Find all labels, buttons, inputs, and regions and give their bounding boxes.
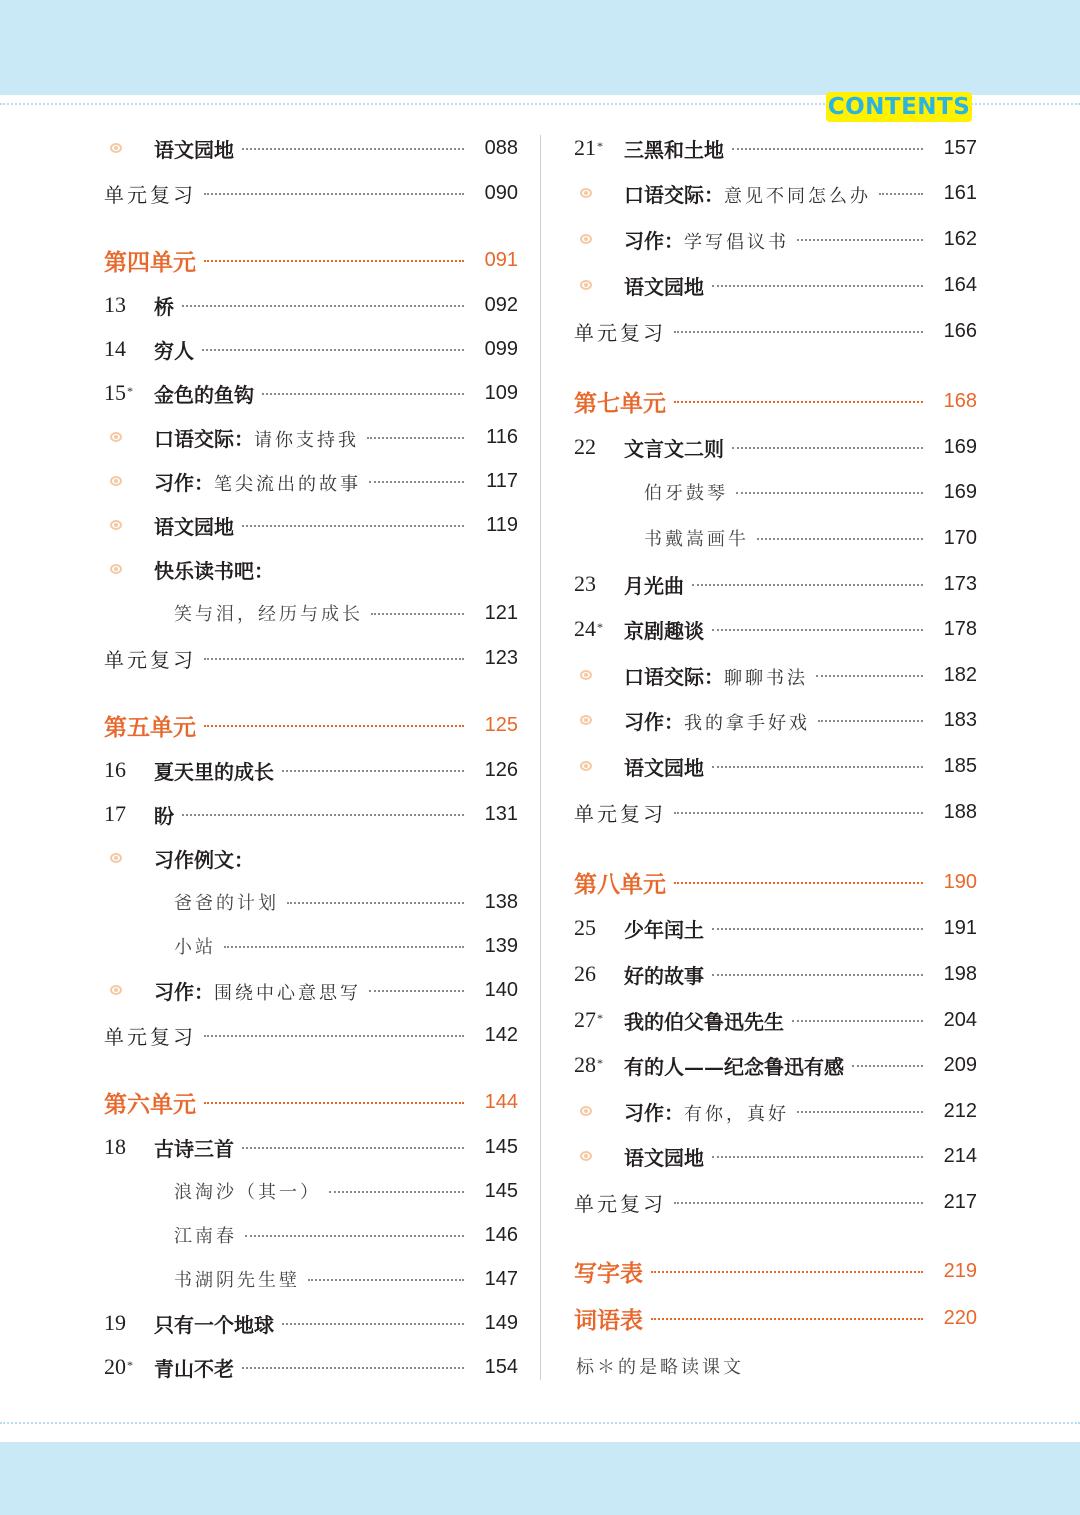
bullet-icon (104, 520, 154, 530)
toc-entry[interactable] (574, 702, 977, 738)
entry-title: 笑与泪，经历与成长 (174, 604, 363, 625)
page-number: 131 (484, 802, 518, 825)
unit-review-entry[interactable] (104, 640, 518, 676)
dot-leader (245, 1235, 464, 1237)
toc-subentry[interactable] (104, 595, 518, 631)
toc-entry[interactable] (104, 463, 518, 499)
toc-entry[interactable] (104, 130, 518, 166)
entry-title: 月光曲 (624, 573, 684, 598)
skim-read-star: * (127, 384, 133, 398)
page-number: 146 (484, 1223, 518, 1246)
dot-leader (224, 946, 464, 948)
entry-subtitle: 意见不同怎么办 (724, 185, 871, 207)
lesson-number: 26 (574, 961, 596, 986)
dot-leader (329, 1191, 464, 1193)
skim-read-star: * (127, 1358, 133, 1372)
toc-subentry[interactable] (104, 1173, 518, 1209)
page-number: 169 (943, 435, 977, 458)
dot-leader (282, 1323, 464, 1325)
toc-entry[interactable] (104, 840, 518, 876)
bullet-icon (104, 985, 154, 995)
page-number: 161 (943, 181, 977, 204)
page-number: 169 (943, 480, 977, 503)
page-number: 170 (943, 526, 977, 549)
lesson-number: 24 * (574, 616, 603, 641)
bullet-icon (574, 1106, 624, 1116)
toc-entry[interactable] (574, 1002, 977, 1038)
page-number: 164 (943, 273, 977, 296)
unit-heading[interactable] (104, 242, 518, 278)
page-number: 088 (484, 136, 518, 159)
entry-title: 伯牙鼓琴 (644, 483, 728, 504)
toc-entry[interactable] (104, 287, 518, 323)
dot-leader (797, 239, 923, 241)
toc-entry[interactable] (104, 1349, 518, 1385)
entry-title: 第七单元 (574, 389, 666, 417)
dot-leader (204, 1035, 464, 1037)
unit-heading[interactable] (574, 383, 977, 419)
lesson-number: 15 * (104, 380, 133, 405)
dot-leader (242, 525, 464, 527)
unit-heading[interactable] (104, 1084, 518, 1120)
entry-title: 少年闰土 (624, 917, 704, 942)
lesson-number: 22 (574, 434, 596, 459)
entry-title: 京剧趣谈 (624, 618, 704, 643)
entry-title: 习作：围绕中心意思写 (154, 979, 361, 1004)
toc-entry[interactable] (574, 1138, 977, 1174)
dot-leader (712, 1156, 923, 1158)
dot-leader (204, 725, 464, 727)
entry-subtitle: 学写倡议书 (684, 231, 789, 253)
toc-entry[interactable] (574, 221, 977, 257)
page-number: 116 (486, 425, 518, 448)
dot-leader (242, 1367, 464, 1369)
dot-leader (712, 928, 923, 930)
page-number: 145 (484, 1135, 518, 1158)
entry-title: 书戴嵩画牛 (644, 529, 749, 550)
entry-title: 书湖阴先生壁 (174, 1270, 300, 1291)
page-number: 138 (484, 890, 518, 913)
entry-title: 单元复习 (104, 1024, 196, 1049)
lesson-number: 13 (104, 292, 126, 317)
page-number: 090 (484, 181, 518, 204)
entry-title: 写字表 (574, 1259, 643, 1287)
entry-title: 习作：笔尖流出的故事 (154, 470, 361, 495)
entry-title: 语文园地 (624, 755, 704, 780)
toc-entry[interactable] (104, 1129, 518, 1165)
toc-entry[interactable] (574, 267, 977, 303)
toc-entry[interactable] (574, 956, 977, 992)
dot-leader (282, 770, 464, 772)
footnote: 标＊的是略读课文 (576, 1357, 744, 1378)
dot-leader (287, 902, 464, 904)
lesson-number: 27 * (574, 1007, 603, 1032)
toc-entry[interactable] (104, 972, 518, 1008)
page-number: 140 (484, 978, 518, 1001)
toc-entry[interactable] (574, 175, 977, 211)
toc-subentry[interactable] (104, 928, 518, 964)
dot-leader (242, 148, 464, 150)
dot-leader (204, 193, 464, 195)
dot-leader (757, 538, 923, 540)
page-number: 198 (943, 962, 977, 985)
page-number: 162 (943, 227, 977, 250)
entry-title: 语文园地 (154, 137, 234, 162)
bullet-icon (574, 234, 624, 244)
entry-title: 爸爸的计划 (174, 893, 279, 914)
entry-title: 第八单元 (574, 870, 666, 898)
page-number: 220 (943, 1306, 977, 1329)
toc-entry[interactable] (104, 752, 518, 788)
dot-leader (879, 193, 923, 195)
page-number: 125 (484, 713, 518, 736)
entry-title: 单元复习 (574, 320, 666, 345)
toc-subentry[interactable] (104, 1217, 518, 1253)
dot-leader (797, 1111, 923, 1113)
entry-subtitle: 围绕中心意思写 (214, 982, 361, 1004)
lesson-number: 18 (104, 1134, 126, 1159)
lesson-number: 14 (104, 336, 126, 361)
page-number: 139 (484, 934, 518, 957)
page-number: 126 (484, 758, 518, 781)
page-number: 147 (484, 1267, 518, 1290)
page-number: 119 (486, 513, 518, 536)
dot-leader (818, 720, 923, 722)
dot-leader (204, 260, 464, 262)
dot-leader (204, 658, 464, 660)
entry-subtitle: 笔尖流出的故事 (214, 473, 361, 495)
lesson-number: 19 (104, 1310, 126, 1335)
dot-leader (674, 401, 923, 403)
entry-title: 语文园地 (624, 274, 704, 299)
page-number: 219 (943, 1259, 977, 1282)
toc-entry[interactable] (104, 507, 518, 543)
bullet-icon (104, 853, 154, 863)
dot-leader (712, 285, 923, 287)
dot-leader (182, 305, 464, 307)
entry-title: 金色的鱼钩 (154, 382, 254, 407)
entry-title: 江南春 (174, 1226, 237, 1247)
page-number: 123 (484, 646, 518, 669)
bottom-dotted-rule (0, 1422, 1080, 1424)
toc-subentry[interactable] (104, 1261, 518, 1297)
page-number: 191 (943, 916, 977, 939)
bullet-icon (574, 1151, 624, 1161)
column-divider (540, 135, 541, 1380)
dot-leader (732, 148, 923, 150)
toc-entry[interactable] (574, 429, 977, 465)
unit-heading[interactable] (574, 1300, 977, 1336)
dot-leader (674, 1202, 923, 1204)
page-number: 157 (943, 136, 977, 159)
page-number: 145 (484, 1179, 518, 1202)
lesson-number: 20 * (104, 1354, 133, 1379)
dot-leader (262, 393, 464, 395)
page-number: 217 (943, 1190, 977, 1213)
unit-review-entry[interactable] (574, 313, 977, 349)
bottom-band (0, 1442, 1080, 1515)
dot-leader (692, 584, 923, 586)
dot-leader (308, 1279, 464, 1281)
dot-leader (371, 613, 464, 615)
entry-subtitle: 有你，真好 (684, 1103, 789, 1125)
bullet-icon (574, 280, 624, 290)
entry-title: 第四单元 (104, 248, 196, 276)
toc-entry[interactable] (104, 1305, 518, 1341)
entry-title: 只有一个地球 (154, 1312, 274, 1337)
unit-heading[interactable] (574, 864, 977, 900)
toc-entry[interactable] (574, 566, 977, 602)
lesson-number: 16 (104, 757, 126, 782)
bullet-icon (574, 761, 624, 771)
entry-title: 文言文二则 (624, 436, 724, 461)
bullet-icon (104, 143, 154, 153)
entry-title: 习作：学写倡议书 (624, 228, 789, 253)
toc-entry[interactable] (574, 611, 977, 647)
dot-leader (732, 447, 923, 449)
dot-leader (712, 629, 923, 631)
entry-title: 浪淘沙（其一） (174, 1182, 321, 1203)
toc-entry[interactable] (574, 130, 977, 166)
page-number: 178 (943, 617, 977, 640)
dot-leader (816, 675, 923, 677)
page-number: 204 (943, 1008, 977, 1031)
toc-subentry[interactable] (574, 474, 977, 510)
entry-title: 盼 (154, 803, 174, 828)
entry-title: 小站 (174, 937, 216, 958)
bullet-icon (104, 476, 154, 486)
entry-title: 第五单元 (104, 713, 196, 741)
toc-entry[interactable] (104, 551, 518, 587)
page-number: 166 (943, 319, 977, 342)
entry-title: 快乐读书吧： (154, 558, 274, 583)
dot-leader (202, 349, 464, 351)
bullet-icon (104, 564, 154, 574)
page-number: 121 (484, 601, 518, 624)
dot-leader (651, 1271, 923, 1273)
page-number: 182 (943, 663, 977, 686)
dot-leader (369, 990, 464, 992)
toc-entry[interactable] (574, 1093, 977, 1129)
page-number: 185 (943, 754, 977, 777)
unit-heading[interactable] (104, 707, 518, 743)
page-number: 214 (943, 1144, 977, 1167)
dot-leader (651, 1318, 923, 1320)
page-number: 117 (486, 469, 518, 492)
page-number: 190 (943, 870, 977, 893)
lesson-number: 25 (574, 915, 596, 940)
entry-title: 三黑和土地 (624, 137, 724, 162)
entry-title: 第六单元 (104, 1090, 196, 1118)
entry-title: 单元复习 (104, 182, 196, 207)
toc-entry[interactable] (574, 657, 977, 693)
toc-subentry[interactable] (574, 520, 977, 556)
entry-title: 口语交际：请你支持我 (154, 426, 359, 451)
page-number: 091 (484, 248, 518, 271)
entry-title: 我的伯父鲁迅先生 (624, 1009, 784, 1034)
entry-title: 口语交际：聊聊书法 (624, 664, 808, 689)
dot-leader (674, 812, 923, 814)
dot-leader (674, 331, 923, 333)
dot-leader (367, 437, 464, 439)
entry-title: 习作例文： (154, 847, 254, 872)
toc-entry[interactable] (104, 375, 518, 411)
dot-leader (369, 481, 464, 483)
entry-title: 古诗三首 (154, 1136, 234, 1161)
bullet-icon (574, 670, 624, 680)
dot-leader (674, 882, 923, 884)
entry-title: 单元复习 (574, 1191, 666, 1216)
dot-leader (242, 1147, 464, 1149)
entry-subtitle: 聊聊书法 (724, 667, 808, 689)
toc-entry[interactable] (574, 1047, 977, 1083)
dot-leader (736, 492, 923, 494)
entry-title: 桥 (154, 294, 174, 319)
lesson-number: 21 * (574, 135, 603, 160)
entry-title: 青山不老 (154, 1356, 234, 1381)
toc-entry[interactable] (104, 796, 518, 832)
entry-title: 单元复习 (104, 647, 196, 672)
lesson-number: 17 (104, 801, 126, 826)
skim-read-star: * (597, 620, 603, 634)
entry-title: 有的人——纪念鲁迅有感 (624, 1054, 844, 1079)
entry-title: 穷人 (154, 338, 194, 363)
page-number: 173 (943, 572, 977, 595)
page-number: 142 (484, 1023, 518, 1046)
page-number: 183 (943, 708, 977, 731)
entry-title: 语文园地 (154, 514, 234, 539)
lesson-number: 28 * (574, 1052, 603, 1077)
lesson-number: 23 (574, 571, 596, 596)
entry-title: 夏天里的成长 (154, 759, 274, 784)
skim-read-star: * (597, 139, 603, 153)
page-number: 188 (943, 800, 977, 823)
bullet-icon (104, 432, 154, 442)
top-band (0, 0, 1080, 95)
entry-title: 口语交际：意见不同怎么办 (624, 182, 871, 207)
dot-leader (204, 1102, 464, 1104)
bullet-icon (574, 188, 624, 198)
page-number: 149 (484, 1311, 518, 1334)
dot-leader (792, 1020, 923, 1022)
page-number: 154 (484, 1355, 518, 1378)
toc-entry[interactable] (574, 748, 977, 784)
bullet-icon (574, 715, 624, 725)
unit-review-entry[interactable] (574, 794, 977, 830)
entry-subtitle: 请你支持我 (254, 429, 359, 451)
dot-leader (712, 766, 923, 768)
page-number: 144 (484, 1090, 518, 1113)
page-number: 092 (484, 293, 518, 316)
entry-title: 语文园地 (624, 1145, 704, 1170)
entry-title: 习作：有你，真好 (624, 1100, 789, 1125)
contents-badge: CONTENTS (827, 94, 971, 120)
page-number: 209 (943, 1053, 977, 1076)
page-number: 109 (484, 381, 518, 404)
page-number: 099 (484, 337, 518, 360)
unit-review-entry[interactable] (104, 175, 518, 211)
dot-leader (852, 1065, 923, 1067)
dot-leader (182, 814, 464, 816)
skim-read-star: * (597, 1011, 603, 1025)
entry-title: 词语表 (574, 1306, 643, 1334)
page-number: 168 (943, 389, 977, 412)
unit-review-entry[interactable] (574, 1184, 977, 1220)
skim-read-star: * (597, 1056, 603, 1070)
unit-heading[interactable] (574, 1253, 977, 1289)
entry-title: 好的故事 (624, 963, 704, 988)
unit-review-entry[interactable] (104, 1017, 518, 1053)
page-number: 212 (943, 1099, 977, 1122)
toc-subentry[interactable] (104, 884, 518, 920)
toc-entry[interactable] (104, 419, 518, 455)
dot-leader (712, 974, 923, 976)
entry-subtitle: 我的拿手好戏 (684, 712, 810, 734)
entry-title: 单元复习 (574, 801, 666, 826)
toc-entry[interactable] (574, 910, 977, 946)
toc-entry[interactable] (104, 331, 518, 367)
entry-title: 习作：我的拿手好戏 (624, 709, 810, 734)
